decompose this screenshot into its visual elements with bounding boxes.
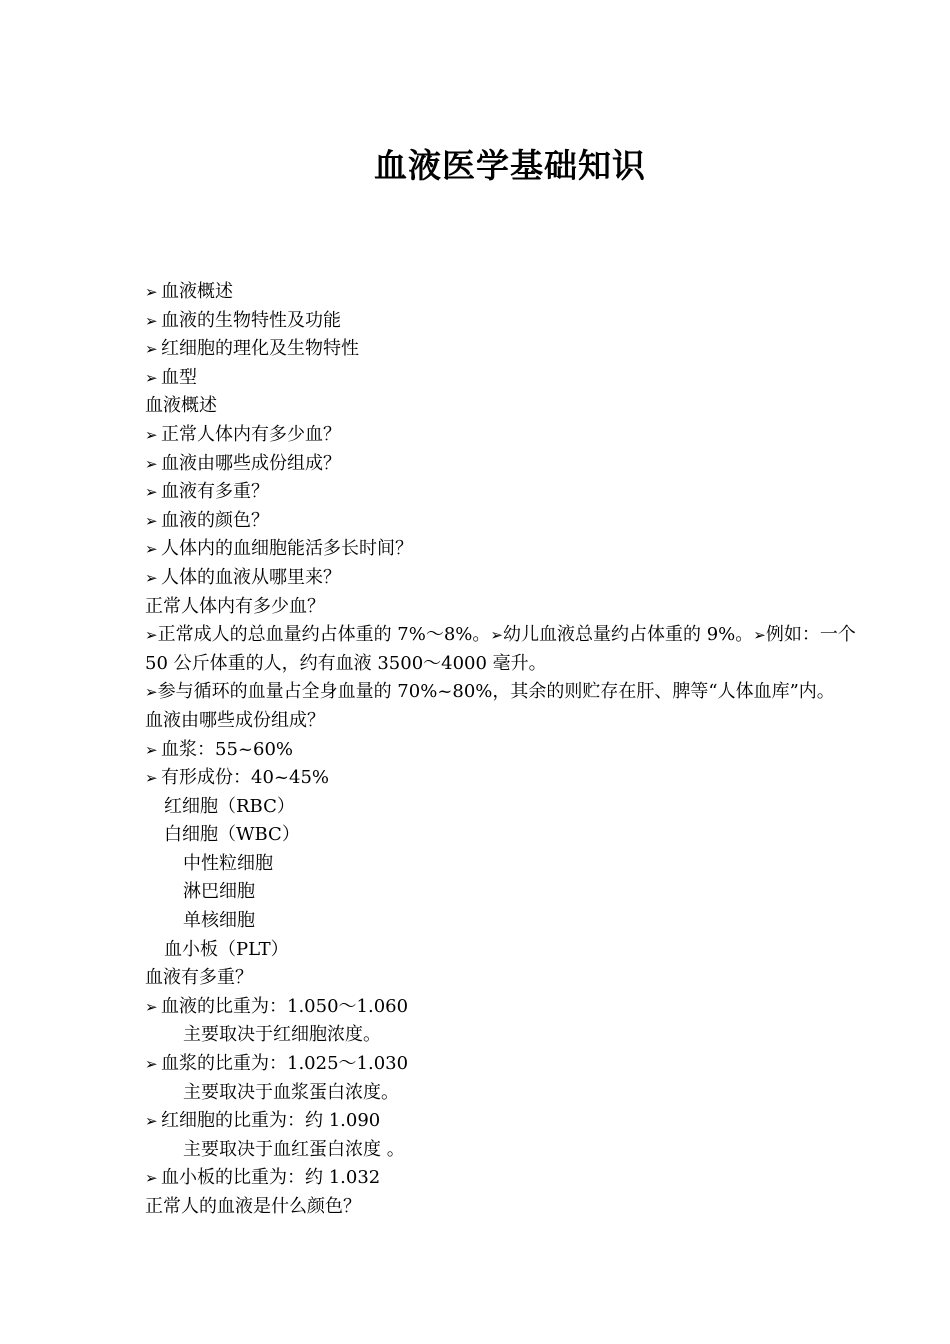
question-item: ➢ 血液的颜色？ [145,507,875,536]
toc-item: ➢ 血液概述 [145,278,875,307]
arrow-bullet-icon: ➢ [145,283,158,301]
section-heading: 血液由哪些成份组成？ [145,709,325,731]
document-body [145,278,875,1222]
arrow-bullet-icon: ➢ [145,1055,158,1074]
wbc-type: 中性粒细胞 [183,852,273,874]
arrow-bullet-icon: ➢ [145,568,158,587]
section-heading: 正常人的血液是什么颜色？ [145,1196,361,1217]
toc-item: ➢ 血液的生物特性及功能 [145,307,875,336]
question-item: ➢ 血液有多重？ [145,478,875,507]
document-title: 血液医学基础知识 [374,146,646,185]
toc-item: ➢ 红细胞的理化及生物特性 [145,335,875,364]
question-item: ➢ 正常人体内有多少血？ [145,421,875,450]
wbc-type: 淋巴细胞 [183,881,255,903]
arrow-bullet-icon: ➢ [145,769,158,788]
section-heading: 血液概述 [145,395,217,417]
composition-item: ➢ 血浆：55~60% [145,736,875,765]
arrow-bullet-icon: ➢ [145,511,158,530]
gravity-item: ➢ 红细胞的比重为：约 1.090 [145,1107,875,1136]
arrow-bullet-icon: ➢ [145,368,158,387]
section-heading: 正常人体内有多少血？ [145,595,325,617]
arrow-bullet-icon: ➢ [145,483,158,502]
question-item: ➢ 血液由哪些成份组成？ [145,450,875,479]
arrow-bullet-icon: ➢ [753,626,766,645]
gravity-item: ➢ 血液的比重为：1.050～1.060 [145,993,875,1022]
volume-paragraph: ➢正常成人的总血量约占体重的 7%～8%。➢幼儿血液总量约占体重的 9%。➢例如：一个 50 公斤体重的人，约有血液 3500～4000 毫升。 [145,624,856,674]
composition-subitem: 血小板（PLT） [164,938,289,960]
gravity-note: 主要取决于红细胞浓度。 [183,1024,381,1046]
arrow-bullet-icon: ➢ [145,425,158,444]
gravity-item: ➢ 血浆的比重为：1.025～1.030 [145,1050,875,1079]
gravity-note: 主要取决于血红蛋白浓度 。 [183,1138,405,1160]
arrow-bullet-icon: ➢ [145,340,158,359]
arrow-bullet-icon: ➢ [145,626,158,645]
composition-subitem: 红细胞（RBC） [164,795,295,817]
arrow-bullet-icon: ➢ [145,1112,158,1131]
gravity-item: ➢ 血小板的比重为：约 1.032 [145,1164,875,1193]
gravity-note: 主要取决于血浆蛋白浓度。 [183,1081,399,1103]
composition-item: ➢ 有形成份：40~45% [145,764,875,793]
arrow-bullet-icon: ➢ [145,454,158,473]
question-item: ➢ 人体内的血细胞能活多长时间？ [145,535,875,564]
composition-subitem: 白细胞（WBC） [164,824,300,846]
arrow-bullet-icon: ➢ [145,540,158,559]
arrow-bullet-icon: ➢ [145,311,158,330]
section-heading: 血液有多重？ [145,967,253,989]
arrow-bullet-icon: ➢ [145,683,158,702]
arrow-bullet-icon: ➢ [490,626,503,645]
arrow-bullet-icon: ➢ [145,997,158,1016]
arrow-bullet-icon: ➢ [145,740,158,759]
toc-item: ➢ 血型 [145,364,875,393]
arrow-bullet-icon: ➢ [145,1169,158,1188]
volume-paragraph: ➢参与循环的血量占全身血量的 70%~80%，其余的则贮存在肝、脾等“人体血库”内。 [145,681,835,703]
wbc-type: 单核细胞 [183,910,255,932]
question-item: ➢ 人体的血液从哪里来？ [145,564,875,593]
